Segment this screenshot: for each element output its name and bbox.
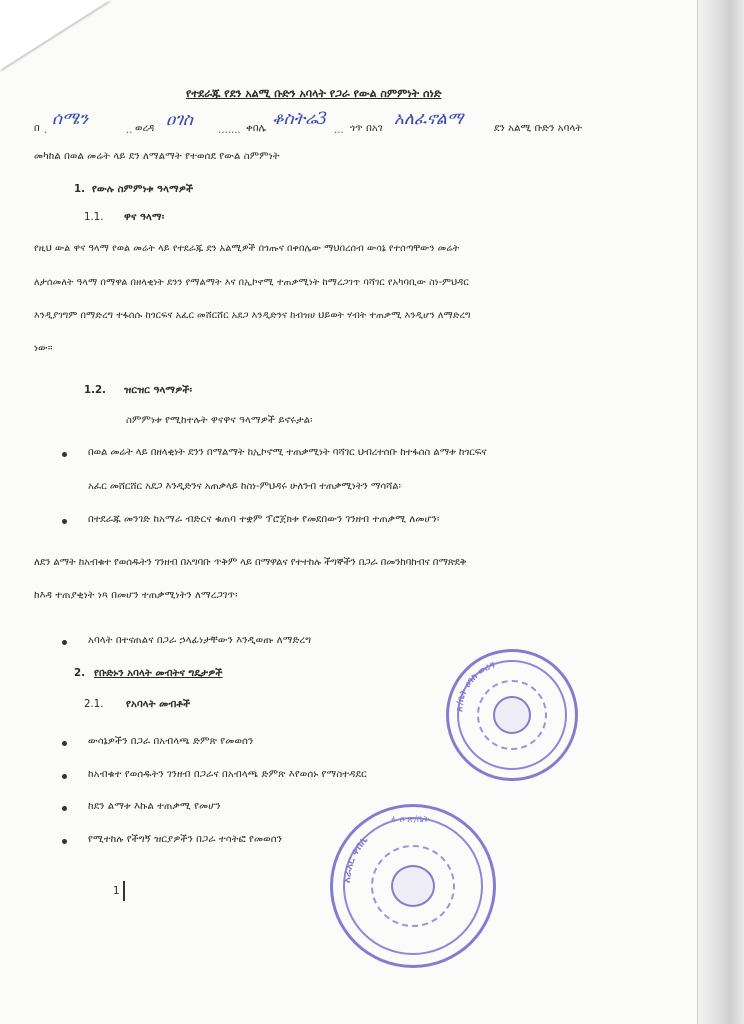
bullet-dot	[62, 640, 67, 645]
official-stamp-upper	[446, 649, 578, 781]
section1-1-number: 1.1.	[84, 212, 104, 223]
bullet-text: ከደን ልማቱ እኩል ተጠቃሚ የመሆን	[88, 801, 221, 812]
bullet-text: በተደራጁ መንገድ ከአማራ ብድርና ቁጠባ ተቋም ፕሮጀክቱ የመደበውን ገንዘብ ተጠቃሚ ለመሆን፡	[88, 514, 440, 525]
svg-text:አራአር ቀበሌ	[342, 834, 371, 883]
page-number-bar	[123, 881, 125, 901]
section2-1-number: 2.1.	[84, 699, 104, 710]
handwritten-woreda: ዐገስ	[166, 110, 193, 130]
stamp-text-ring	[446, 649, 572, 775]
section1-number: 1.	[74, 184, 85, 195]
bullet-text: የሚተከሉ የችግኝ ዝርያዎችን በጋራ ተሳትፎ የመወሰን	[88, 834, 283, 845]
bullet-text: ከአብቁተ የወሰዱትን ገንዘብ በጋራና በአብላጫ ድምጽ እየወሰኑ የማስተዳደር	[88, 769, 367, 780]
stamp-upper-text: ጽ/ቤት ዐገስ ወረዳ	[454, 660, 497, 713]
page-number: 1	[113, 886, 120, 897]
intro-line2: መካከል በወል መሬት ላይ ደን ለማልማት የተወሰደ የውል ስምምነት	[34, 151, 280, 162]
stamp-text-ring	[330, 804, 490, 962]
bullet-text: በወል መሬት ላይ በዘላቂነት ደንን በማልማት ከኢኮኖሚ ተጠቃሚነት ባሻገር ህብረተሰቡ ከተፋሰስ ልማቱ ከጎርፍና	[88, 447, 487, 458]
bullet-dot	[62, 806, 67, 811]
bullet-dot	[62, 774, 67, 779]
section2-1-heading: የአባላት መብቶች	[126, 699, 191, 710]
handwritten-got: አለፈኖልማ	[394, 109, 464, 129]
bullet-text: አባላት በተናጠልና በጋራ ኃላፊነታቸውን እንዲወጡ ለማድረግ	[88, 635, 312, 646]
bullet-text-continued: አፈር መሸርሸር አደጋ እንዲድንና አጠቃላይ ከስነ-ምህዳሩ ሁለንብ ተጠቃሚነትን ማሳሻል፡	[88, 481, 401, 492]
section1-heading: የውሉ ስምምነቱ ዓላማዎች	[92, 184, 194, 195]
paragraph-line: ነው።	[34, 343, 53, 354]
section2-number: 2.	[74, 668, 85, 679]
woreda-label: ወረዳ	[135, 123, 155, 134]
paragraph-line: ለታሰመለት ዓላማ በማዋል በዘላቂነት ደንን የማልማት እና በኢኮኖሚ ተጠቃሚነት ከማረጋገጥ ባሻገር የአካባቢው ስነ-ምህዳር	[34, 277, 469, 288]
paragraph-line: የዚህ ውል ዋና ዓላማ የወል መሬት ላይ የተደራጁ ደን አልሚዎች በጎጡና በቀበሌው ማህበረሰብ ውሳኔ የተሰጣቸውን መሬት	[34, 243, 460, 254]
handwritten-region: ሰሜን	[52, 109, 89, 129]
kebele-label: ቀበሌ	[246, 123, 267, 134]
bullet-dot	[62, 452, 67, 457]
bullet-text: ውሳኔዎችን በጋራ በአብላጫ ድምጽ የመወሰን	[88, 736, 254, 747]
intro-dots-2: ..	[126, 125, 133, 136]
section1-2-lead: ስምምነቱ የሚከተሉት ዋናዋና ዓላማዎች ይኖሩታል፡	[126, 415, 313, 426]
bullet-dot	[62, 839, 67, 844]
section2-heading: የቡድኑን አባላት መብትና ግዴታዎች	[94, 668, 223, 679]
handwritten-kebele: ቆስትሬ3	[272, 109, 328, 129]
section1-2-heading: ዝርዝር ዓላማዎች፡	[124, 385, 192, 396]
intro-prefix: በ	[34, 123, 40, 134]
got-label: ጎጥ በአገ	[350, 123, 383, 134]
page-right-edge	[697, 0, 744, 1024]
stamp-lower-top-text: ፋ ዐ ጽ/ቤት	[391, 815, 430, 825]
intro-dots-3: .......	[218, 125, 241, 136]
bullet-dot	[62, 519, 67, 524]
paragraph-line: እንዲያገግም በማድረግ ተፋሰሱ ከጎርፍና አፈር መሸርሸር አደጋ እንዲድንና ከብዝሀ ህይወት ሃብት ተጠቃሚ እንዲሆን ለማድረግ	[34, 310, 471, 321]
document-title: የተደራጁ የደን አልሚ ቡድን አባላት የጋራ የውል ስምምነት ሰነድ	[186, 87, 442, 100]
official-stamp-lower	[330, 804, 496, 968]
intro-dots-4: ...	[334, 125, 344, 136]
svg-text:ጽ/ቤት ዐገስ ወረዳ	[455, 660, 497, 712]
folded-corner	[0, 0, 110, 70]
paragraph-line: ከእዳ ተጠያቂነት ነጻ በመሆን ተጠቃሚነትን ለማረጋገጥ፡	[34, 590, 238, 601]
section1-1-heading: ዋና ዓላማ፡	[124, 212, 165, 223]
intro-dots-1: .	[44, 125, 48, 136]
bullet-dot	[62, 741, 67, 746]
section1-2-number: 1.2.	[84, 385, 106, 396]
paragraph-line: ለደን ልማት ከአብቁተ የወሰዱትን ገንዘብ በአግባቡ ጥቅም ላይ በማዋልና የተተከሉ ችግኞችን በጋራ በመንከባከብና በማጽደቅ	[34, 557, 467, 568]
intro-line1-tail: ደን አልሚ ቡድን አባላት	[494, 123, 583, 134]
stamp-lower-text: አራአር ቀበሌ	[341, 834, 371, 884]
